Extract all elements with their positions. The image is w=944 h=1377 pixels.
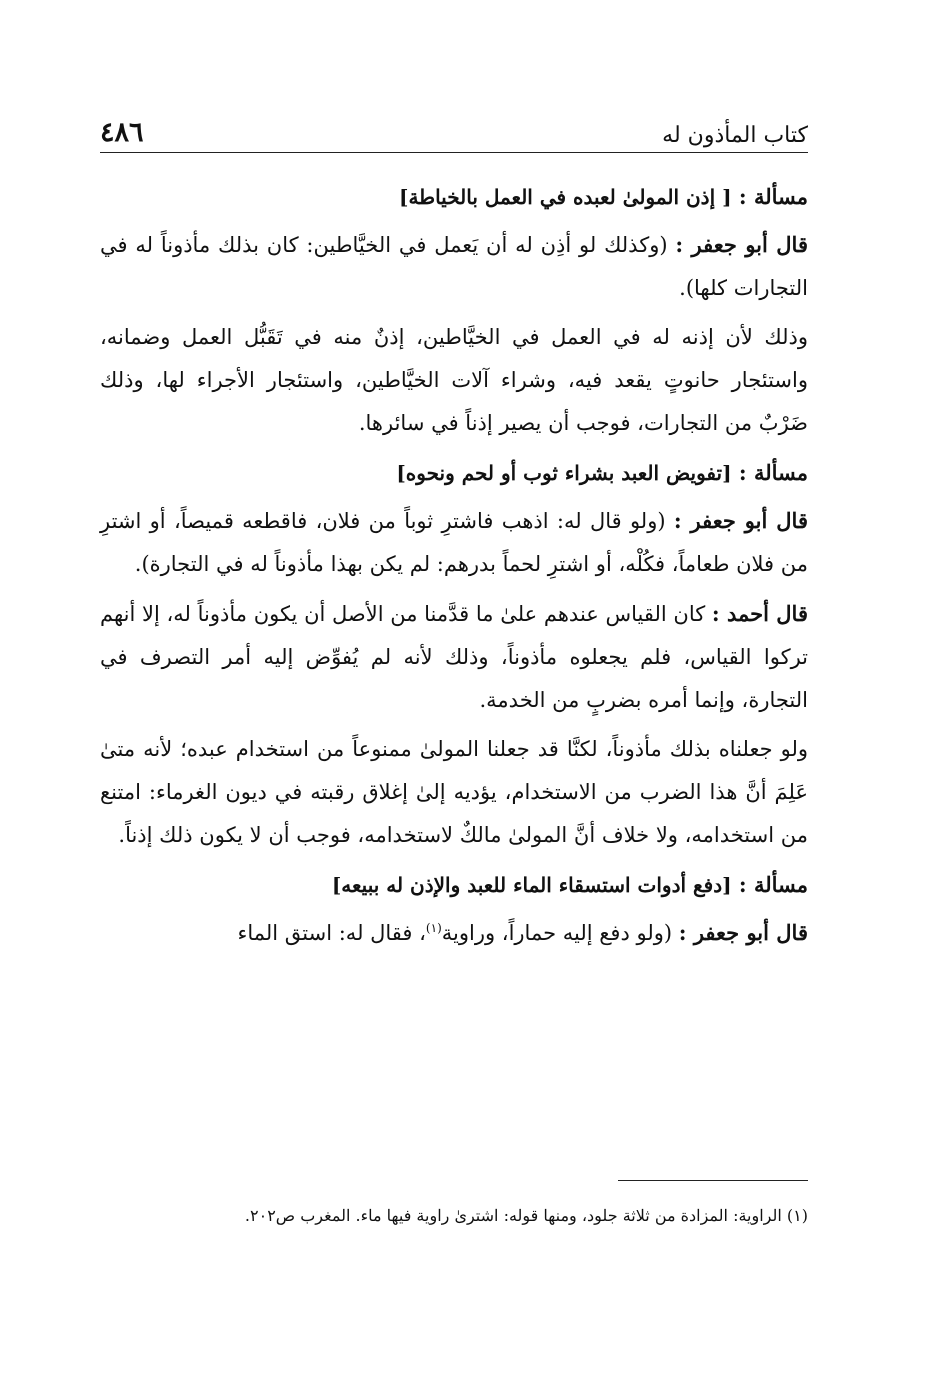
book-title: كتاب المأذون له — [662, 123, 808, 148]
speaker-label: قال أبو جعفر : — [675, 232, 808, 257]
footnote: (١) الراوية: المزادة من ثلاثة جلود، ومنها قوله: اشترىٰ راوية فيها ماء. المغرب ص٢٠٢. — [244, 1206, 808, 1225]
body-text — [100, 175, 808, 955]
paragraph — [100, 316, 808, 445]
paragraph — [100, 911, 808, 955]
section-heading-3 — [100, 863, 808, 907]
paragraph-text: (ولو دفع إليه حماراً، وراوية — [441, 921, 673, 945]
paragraph-text: وذلك لأن إذنه له في العمل في الخيَّاطين، إذنٌ منه في تَقَبُّل العمل وضمانه، واستئجار حانوتٍ يقعد فيه، وشراء آلات الخيَّاطين، واستئجار الأجراء لها، وذلك ضَرْبٌ من التجارات، فوجب أن يصير إذناً في سائرها. — [100, 325, 808, 435]
heading-title: [ إذن المولىٰ لعبده في العمل بالخياطة] — [398, 185, 732, 209]
page-number: ٤٨٦ — [100, 117, 144, 148]
masala-label: مسألة : — [738, 872, 808, 897]
running-head — [100, 108, 808, 153]
paragraph — [100, 728, 808, 857]
masala-label: مسألة : — [738, 460, 808, 485]
section-heading-1 — [100, 175, 808, 219]
paragraph-text: ، فقال له: استق الماء — [237, 921, 426, 945]
paragraph-text: كان القياس عندهم علىٰ ما قدَّمنا من الأصل أن يكون مأذوناً له، إلا أنهم تركوا القياس، فلم يجعلوه مأذوناً، وذلك لأنه لم يُفوِّض إليه أمر التصرف في التجارة، وإنما أمره بضربٍ من الخدمة. — [100, 602, 808, 712]
section-heading-2 — [100, 451, 808, 495]
masala-label: مسألة : — [738, 184, 808, 209]
paragraph-text: (ولو قال له: اذهب فاشترِ ثوباً من فلان، فاقطعه قميصاً، أو اشترِ من فلان طعاماً، فكُلْه، أو اشترِ لحماً بدرهم: لم يكن بهذا مأذوناً له في التجارة). — [100, 509, 808, 576]
paragraph-text: ولو جعلناه بذلك مأذوناً، لكنَّا قد جعلنا المولىٰ ممنوعاً من استخدام عبده؛ لأنه متىٰ عَلِمَ أنَّ هذا الضرب من الاستخدام، يؤديه إلىٰ إغلاق رقبته في ديون الغرماء: امتنع من استخدامه، ولا خلاف أنَّ المولىٰ مالكٌ لاستخدامه، فوجب أن لا يكون ذلك إذناً. — [100, 737, 808, 847]
footnote-divider — [618, 1180, 808, 1181]
speaker-label: قال أحمد : — [711, 601, 808, 626]
paragraph — [100, 499, 808, 586]
footnote-reference[interactable]: (١) — [425, 921, 442, 935]
paragraph-text: (وكذلك لو أذِن له أن يَعمل في الخيَّاطين: كان بذلك مأذوناً له في التجارات كلها). — [100, 233, 808, 300]
speaker-label: قال أبو جعفر : — [678, 920, 808, 945]
paragraph — [100, 592, 808, 722]
heading-title: [تفويض العبد بشراء ثوب أو لحم ونحوه] — [396, 461, 732, 485]
paragraph — [100, 223, 808, 310]
heading-title: [دفع أدوات استسقاء الماء للعبد والإذن له ببيعه] — [331, 873, 732, 897]
speaker-label: قال أبو جعفر : — [673, 508, 808, 533]
page — [100, 108, 808, 961]
